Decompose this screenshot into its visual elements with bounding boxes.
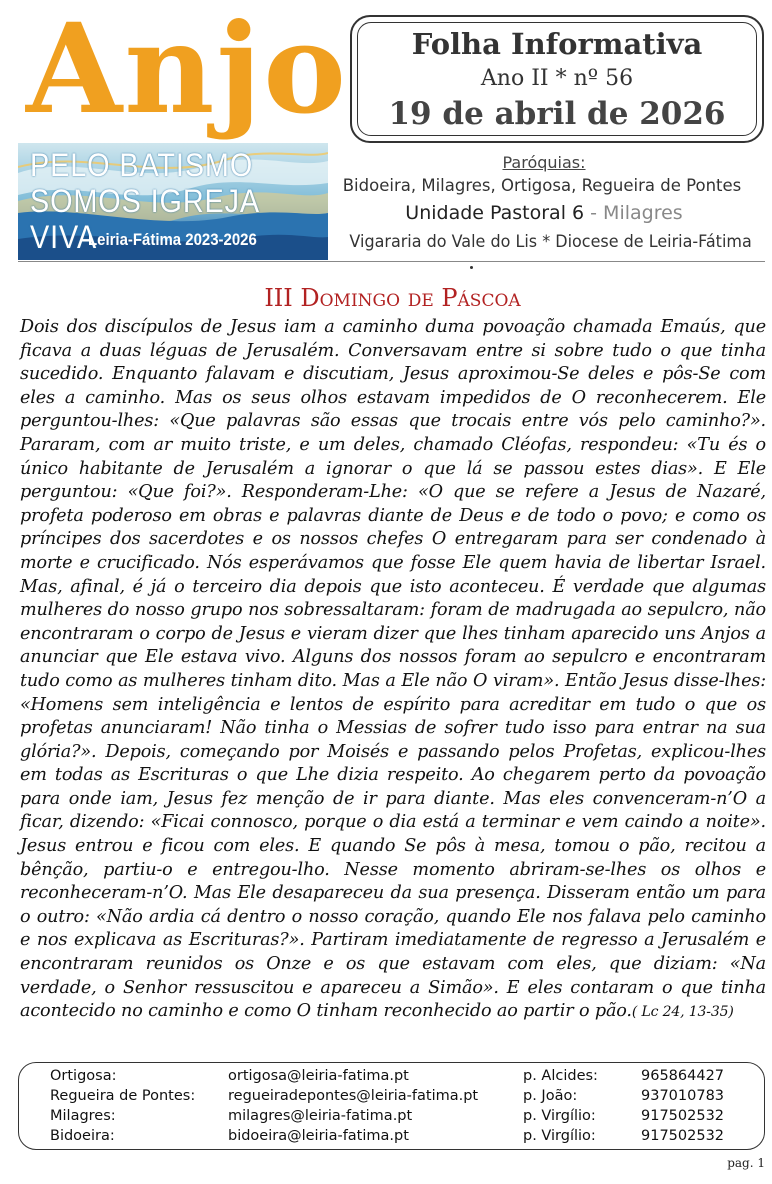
contact-email[interactable]: bidoeira@leiria-fatima.pt <box>228 1128 409 1144</box>
contact-parish: Bidoeira: <box>50 1128 115 1144</box>
header-divider <box>18 261 765 262</box>
gospel-body: Dois dos discípulos de Jesus iam a caminho duma povoação chamada Emaús, que ficava a duas léguas de Jerusalém. Conversavam entre si sobre tudo o que tinha sucedido. Enquanto falavam e discutiam, Jesus aproximou-Se deles e pôs-Se com eles a caminho. Mas os seus olhos estavam impedidos de O reconhecerem. Ele perguntou-lhes: «Que palavras são essas que trocais entre vós pelo caminho?». Pararam, com ar muito triste, e um deles, chamado Cléofas, respondeu: «Tu és o único habitante de Jerusalém a ignorar o que lá se passou estes dias». E Ele perguntou: «Que foi?». Responderam-Lhe: «O que se refere a Jesus de Nazaré, profeta poderoso em obras e palavras diante de Deus e de todo o povo; e como os príncipes dos sacerdotes e os nossos chefes O entregaram para ser condenado à morte e crucificado. Nós esperávamos que fosse Ele quem havia de libertar Israel. Mas, afinal, é já o terceiro dia depois que isto aconteceu. É verdade que algumas mulheres do nosso grupo nos sobressaltaram: foram de madrugada ao sepulcro, não encontraram o corpo de Jesus e vieram dizer que lhes tinham aparecido uns Anjos a anunciar que Ele estava vivo. Alguns dos nossos foram ao sepulcro e encontraram tudo como as mulheres tinham dito. Mas a Ele não O viram». Então Jesus disse-lhes: «Homens sem inteligência e lentos de espírito para acreditar em tudo o que os profetas anunciaram! Não tinha o Messias de sofrer tudo isso para entrar na sua glória?». Depois, começando por Moisés e passando pelos Profetas, explicou-lhes em todas as Escrituras o que Lhe dizia respeito. Ao chegarem perto da povoação para onde iam, Jesus fez menção de ir para diante. Mas eles convenceram-n’O a ficar, dizendo: «Ficai connosco, porque o dia está a terminar e vem caindo a noite». Jesus entrou e ficou com eles. E quando Se pôs à mesa, tomou o pão, recitou a bênção, partiu-o e entregou-lho. Nesse momento abriram-se-lhes os olhos e reconheceram-n’O. Mas Ele desapareceu da sua presença. Disseram então um para o outro: «Não ardia cá dentro o nosso coração, quando Ele nos falava pelo caminho e nos explicava as Escrituras?». Partiram imediatamente de regresso a Jerusalém e encontraram reunidos os Onze e os que estavam com eles, que diziam: «Na verdade, o Senhor ressuscitou e apareceu a Simão». E eles contaram o que tinha acontecido no caminho e como O tinham reconhecido ao partir o pão. <box>20 317 766 1022</box>
info-box-heading: Folha Informativa <box>411 27 703 61</box>
contact-phone[interactable]: 917502532 <box>641 1128 725 1144</box>
gospel-text <box>20 316 766 1025</box>
parishes-list: Bidoeira, Milagres, Ortigosa, Regueira de Pontes <box>342 176 742 195</box>
issue-number: Ano II * nº 56 <box>480 66 634 91</box>
banner-line-3: Leiria-Fátima 2023-2026 <box>88 230 257 249</box>
section-title: III Domingo de Páscoa <box>264 284 521 312</box>
gospel-reference: ( Lc 24, 13-35) <box>631 1004 734 1021</box>
contact-email[interactable]: regueiradepontes@leiria-fatima.pt <box>228 1088 479 1104</box>
page-number: pag. 1 <box>727 1156 765 1170</box>
parishes-label: Paróquias: <box>502 153 586 172</box>
banner-logo <box>18 143 328 260</box>
contact-parish: Milagres: <box>50 1108 116 1124</box>
contact-priest: p. Alcides: <box>523 1068 598 1084</box>
contact-priest: p. Virgílio: <box>523 1128 596 1144</box>
vicariate-diocese: Vigararia do Vale do Lis * Diocese de Leiria-Fátima <box>349 232 752 252</box>
contact-phone[interactable]: 965864427 <box>641 1068 725 1084</box>
newsletter-title: Anjo <box>26 0 348 142</box>
contact-priest: p. João: <box>523 1088 578 1104</box>
pastoral-unit-suffix: - Milagres <box>584 202 683 224</box>
pastoral-unit <box>337 200 751 226</box>
contact-phone[interactable]: 937010783 <box>641 1088 725 1104</box>
contact-email[interactable]: milagres@leiria-fatima.pt <box>228 1108 413 1124</box>
contact-email[interactable]: ortigosa@leiria-fatima.pt <box>228 1068 409 1084</box>
banner-line-2: SOMOS IGREJA VIVA <box>30 183 259 255</box>
pastoral-unit-name: Unidade Pastoral 6 <box>405 202 585 224</box>
banner-line-1: PELO BATISMO <box>30 147 254 183</box>
issue-date: 19 de abril de 2026 <box>388 96 726 132</box>
contact-parish: Regueira de Pontes: <box>50 1088 196 1104</box>
divider-dot <box>470 266 473 269</box>
contact-phone[interactable]: 917502532 <box>641 1108 725 1124</box>
contact-priest: p. Virgílio: <box>523 1108 596 1124</box>
contact-parish: Ortigosa: <box>50 1068 117 1084</box>
